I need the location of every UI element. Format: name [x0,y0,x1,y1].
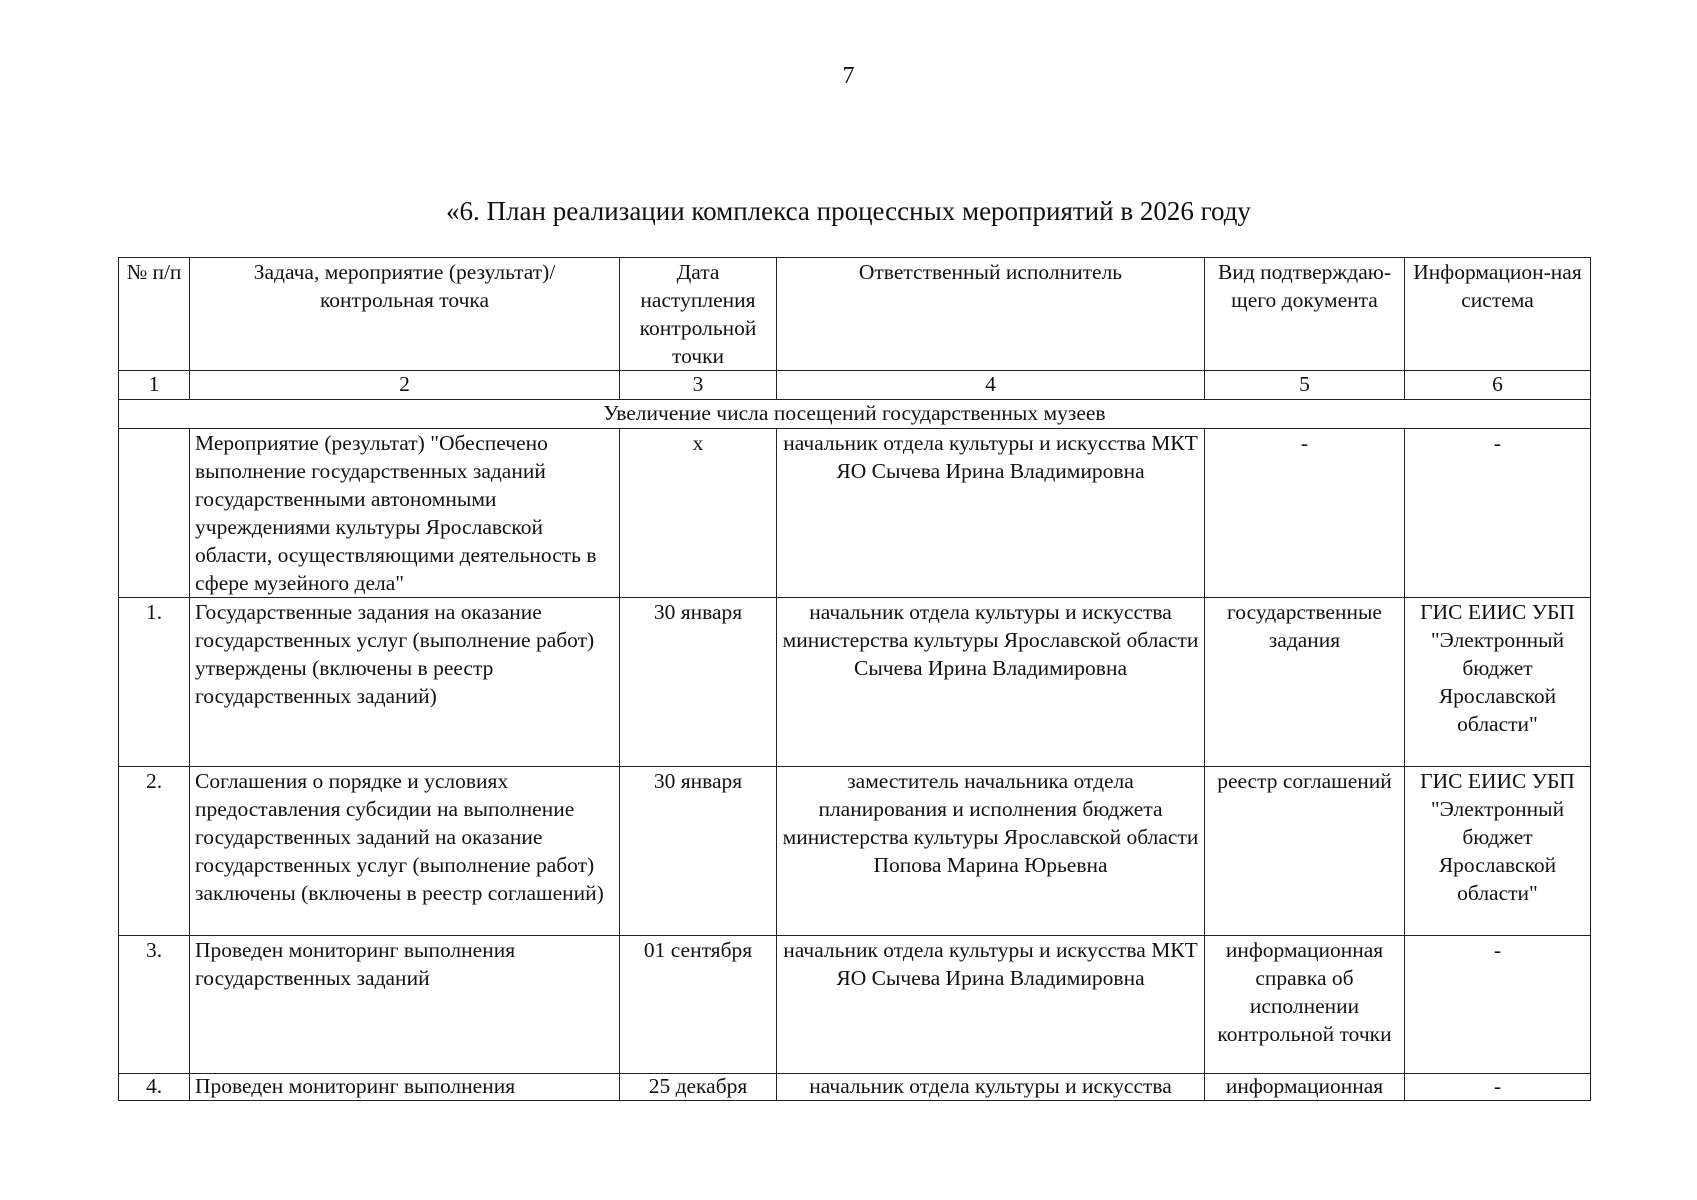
header-document: Вид подтверждаю-щего документа [1205,258,1405,371]
row-responsible: заместитель начальника отдела планирования и исполнения бюджета министерства культуры Ярославской области Попова Марина Юрьевна [777,767,1205,936]
row-responsible: начальник отдела культуры и искусства МКТ ЯО Сычева Ирина Владимировна [777,936,1205,1074]
column-number: 3 [620,371,777,400]
section-title: Увеличение числа посещений государственных музеев [119,400,1591,429]
row-system: - [1405,936,1591,1074]
row-date: 25 декабря [620,1074,777,1101]
row-document: информационная [1205,1074,1405,1101]
column-number: 5 [1205,371,1405,400]
row-document: государственные задания [1205,598,1405,767]
row-responsible: начальник отдела культуры и искусства [777,1074,1205,1101]
row-document: - [1205,429,1405,598]
table-row [119,1074,1591,1101]
plan-table [118,257,1591,1101]
row-task: Проведен мониторинг выполнения [190,1074,620,1101]
row-num [119,429,190,598]
document-title: «6. План реализации комплекса процессных мероприятий в 2026 году [446,196,1251,226]
header-system: Информацион-ная система [1405,258,1591,371]
row-num: 2. [119,767,190,936]
row-date: х [620,429,777,598]
row-task: Проведен мониторинг выполнения государственных заданий [190,936,620,1074]
row-date: 30 января [620,767,777,936]
row-system: - [1405,1074,1591,1101]
row-responsible: начальник отдела культуры и искусства МКТ ЯО Сычева Ирина Владимировна [777,429,1205,598]
row-system: ГИС ЕИИС УБП "Электронный бюджет Ярославской области" [1405,767,1591,936]
row-num: 1. [119,598,190,767]
row-num: 4. [119,1074,190,1101]
row-document: информационная справка об исполнении контрольной точки [1205,936,1405,1074]
row-date: 01 сентября [620,936,777,1074]
table-row [119,936,1591,1074]
header-date: Дата наступления контрольной точки [620,258,777,371]
header-task: Задача, мероприятие (результат)/ контрольная точка [190,258,620,371]
row-responsible: начальник отдела культуры и искусства министерства культуры Ярославской области Сычева Ирина Владимировна [777,598,1205,767]
row-num: 3. [119,936,190,1074]
column-number: 6 [1405,371,1591,400]
table-row [119,598,1591,767]
column-number: 1 [119,371,190,400]
page-number: 7 [842,63,855,89]
table-row [119,429,1591,598]
section-row [119,400,1591,429]
row-document: реестр соглашений [1205,767,1405,936]
table-row [119,767,1591,936]
row-system: ГИС ЕИИС УБП "Электронный бюджет Ярославской области" [1405,598,1591,767]
row-task: Государственные задания на оказание государственных услуг (выполнение работ) утверждены (включены в реестр государственных заданий) [190,598,620,767]
column-number: 4 [777,371,1205,400]
column-number: 2 [190,371,620,400]
table-header-row [119,258,1591,371]
column-number-row [119,371,1591,400]
row-date: 30 января [620,598,777,767]
row-system: - [1405,429,1591,598]
header-responsible: Ответственный исполнитель [777,258,1205,371]
row-task: Соглашения о порядке и условиях предоставления субсидии на выполнение государственных заданий на оказание государственных услуг (выполнение работ) заключены (включены в реестр соглашений) [190,767,620,936]
header-num: № п/п [119,258,190,371]
row-task: Мероприятие (результат) "Обеспечено выполнение государственных заданий государственными автономными учреждениями культуры Ярославской области, осуществляющими деятельность в сфере музейного дела" [190,429,620,598]
